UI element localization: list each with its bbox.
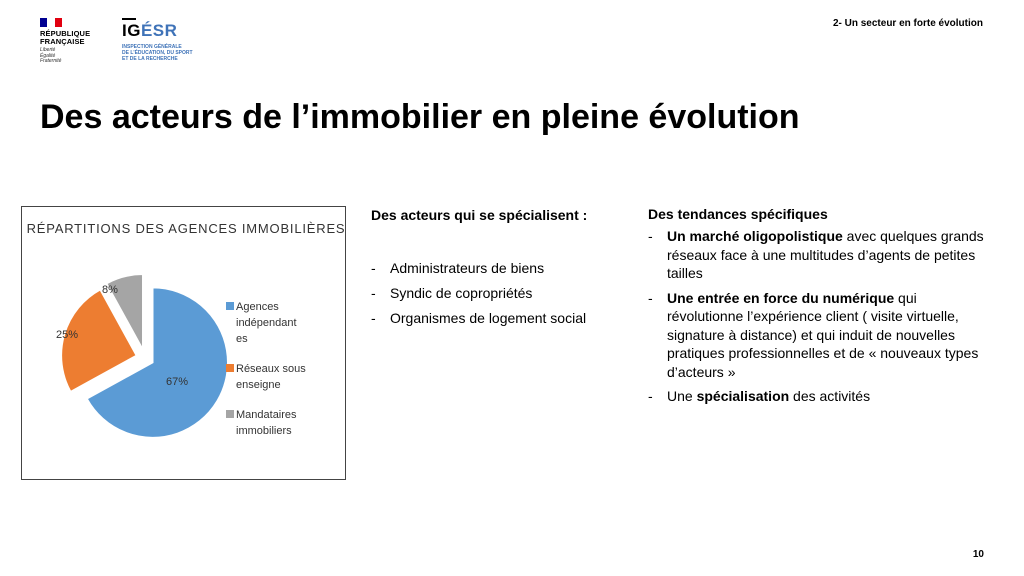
legend-swatch <box>226 410 234 418</box>
trends-heading: Des tendances spécifiques <box>648 206 828 222</box>
legend-swatch <box>226 302 234 310</box>
igesr-logo: IGÉSR INSPECTION GÉNÉRALE DE L'ÉDUCATION, DU SPORT ET DE LA RECHERCHE <box>122 18 202 62</box>
list-item: - Une entrée en force du numérique qui révolutionne l’expérience client ( visite virtuelle, signature à distance) et qui induit de nouvelles pratiques professionnelles et de « nouveaux types d’acteurs » <box>648 289 979 380</box>
data-label-0: 67% <box>165 376 189 388</box>
section-label: 2- Un secteur en forte évolution <box>832 18 983 29</box>
trends-list <box>648 227 993 406</box>
page-title: Des acteurs de l’immobilier en pleine évolution <box>40 98 800 136</box>
data-label-2: 8% <box>102 284 118 296</box>
legend-swatch <box>226 364 234 372</box>
list-item: - Organismes de logement social <box>371 310 587 326</box>
legend-item-2 <box>226 407 331 439</box>
specialists-column <box>371 207 631 334</box>
pie-chart <box>21 206 346 480</box>
legend-label: Mandataires immobiliers <box>236 409 297 437</box>
specialists-list <box>371 259 631 328</box>
legend-label: Agences indépendant es <box>236 301 297 345</box>
republique-francaise-logo: RÉPUBLIQUE FRANÇAISE Liberté Égalité Fraternité <box>40 18 100 65</box>
page-number: 10 <box>972 549 984 560</box>
chart-legend <box>226 299 331 453</box>
list-item: - Administrateurs de biens <box>371 260 545 276</box>
trends-column <box>648 206 993 412</box>
specialists-heading: Des acteurs qui se spécialisent : <box>371 207 588 223</box>
chart-title: RÉPARTITIONS DES AGENCES IMMOBILIÈRES <box>26 221 346 236</box>
list-item: - Un marché oligopolistique avec quelques grands réseaux face à une multitudes d’agents de petites tailles <box>648 228 984 281</box>
french-flag-icon <box>40 18 62 27</box>
list-item: - Syndic de copropriétés <box>371 285 533 301</box>
legend-label: Réseaux sous enseigne <box>236 363 306 391</box>
list-item: - Une spécialisation des activités <box>648 388 871 404</box>
rf-motto: Liberté Égalité Fraternité <box>40 47 62 64</box>
legend-item-1 <box>226 361 331 393</box>
legend-item-0 <box>226 299 331 347</box>
data-label-1: 25% <box>55 329 79 341</box>
